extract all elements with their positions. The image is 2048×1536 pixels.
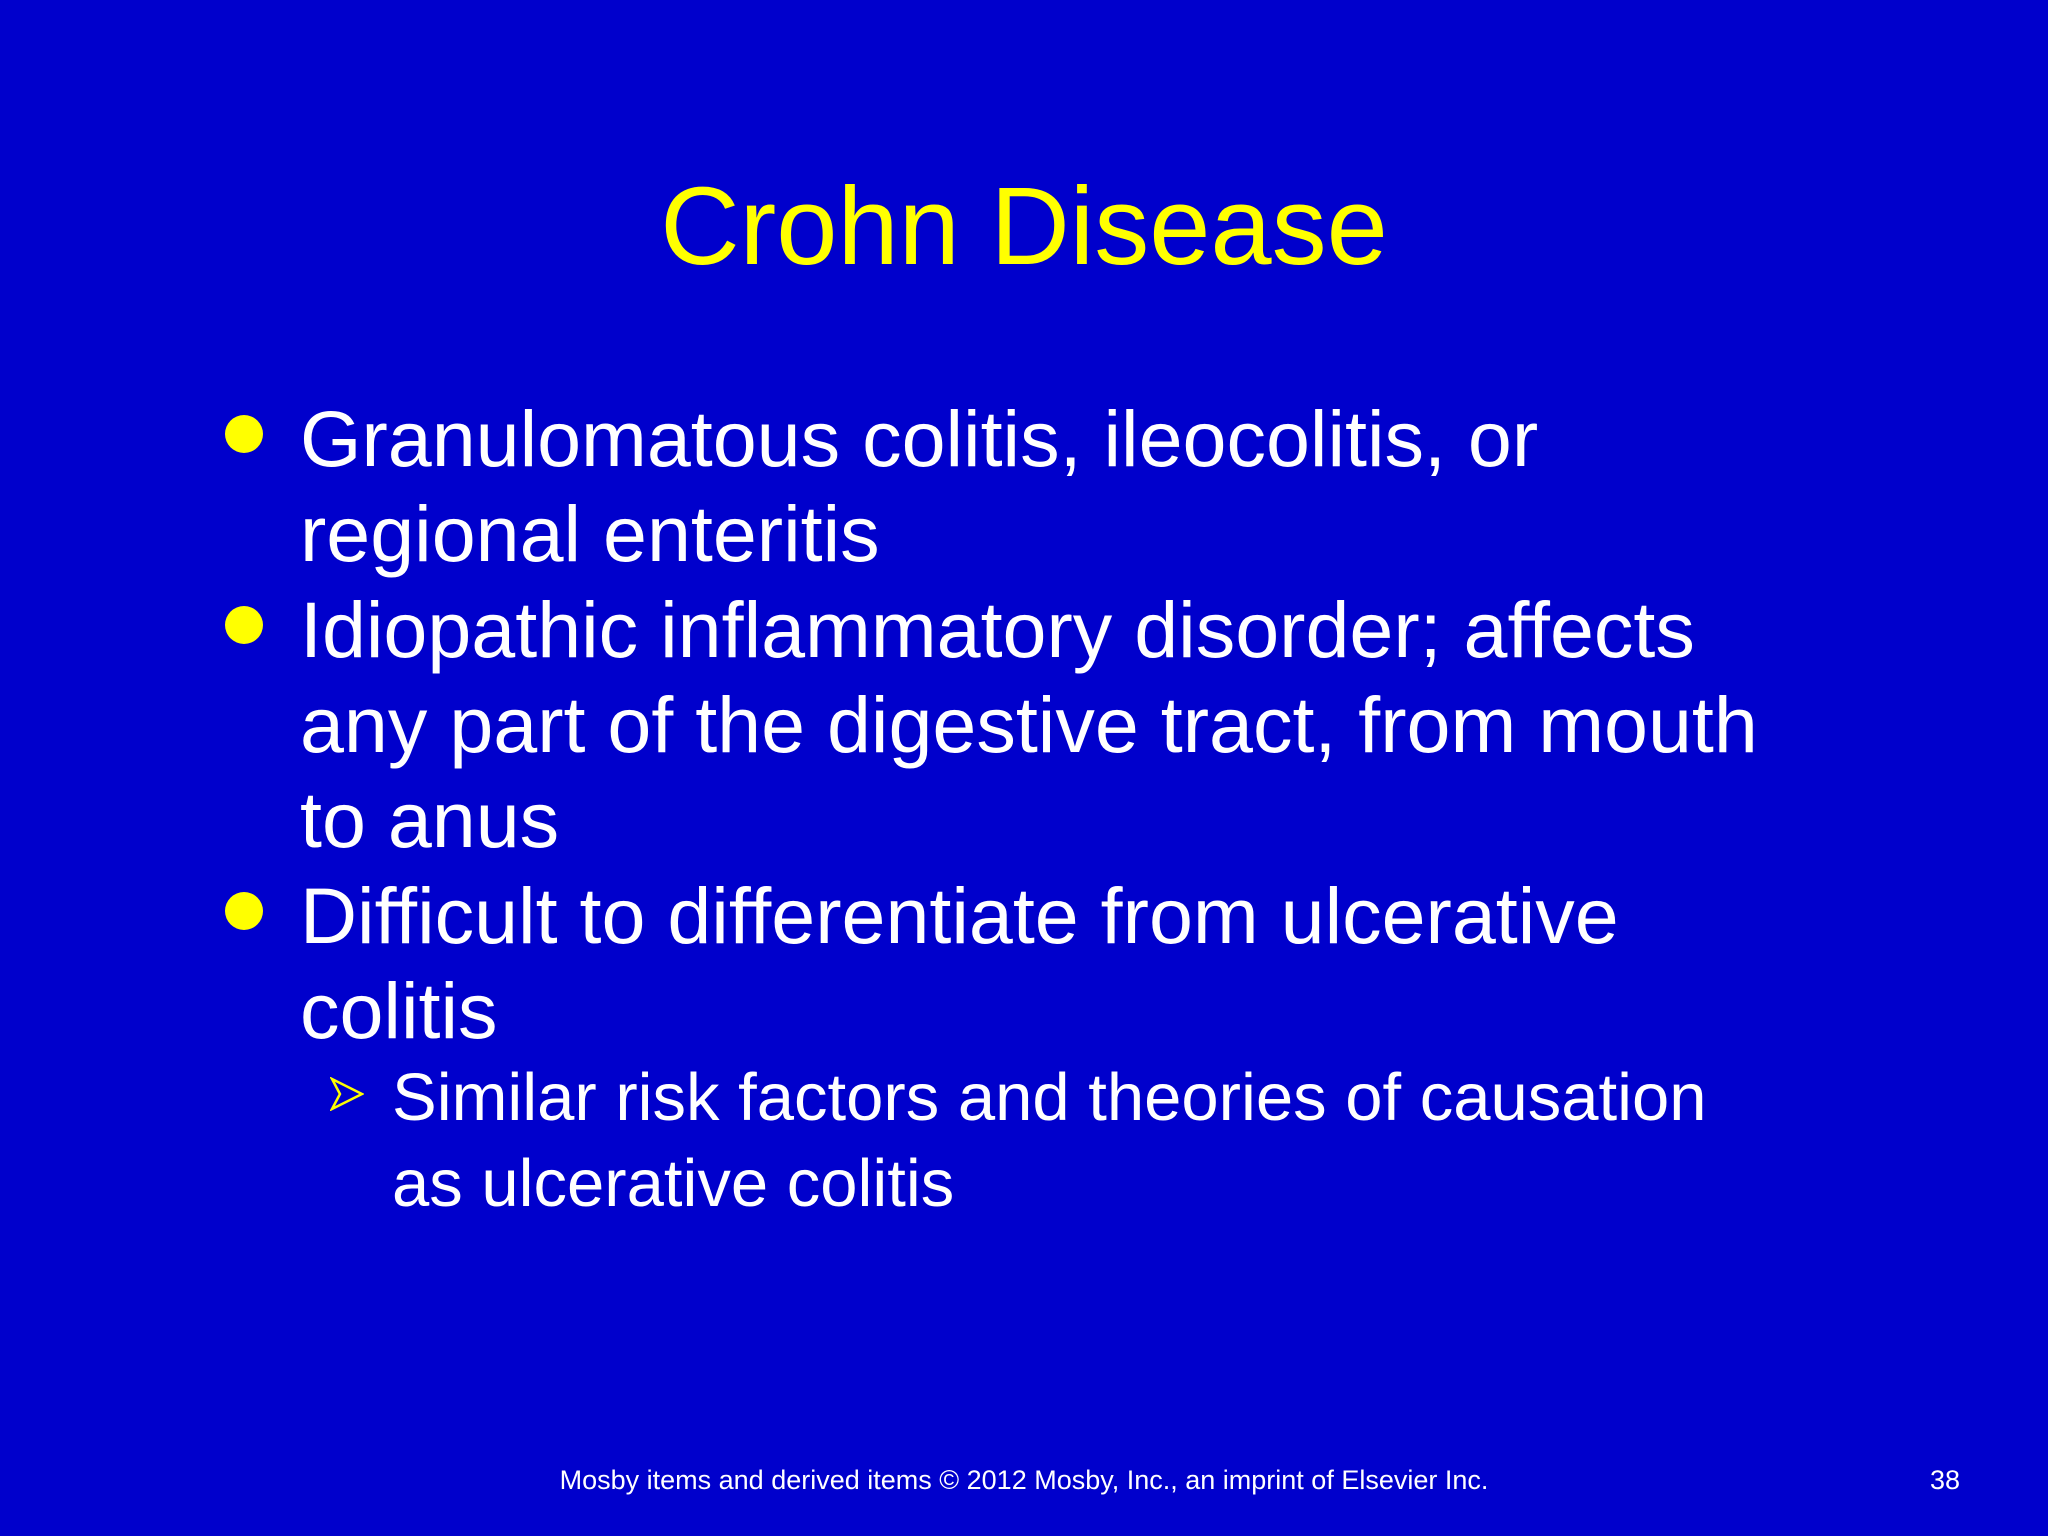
bullet-text: Difficult to differentiate from ulcerative colitis [300, 871, 1619, 1055]
page-number: 38 [1929, 1465, 1960, 1495]
round-bullet-icon [225, 606, 263, 644]
bullet-item [300, 391, 1820, 581]
bullet-text: Granulomatous colitis, ileocolitis, or regional enteritis [300, 394, 1539, 578]
sub-bullet-text: Similar risk factors and theories of causation as ulcerative colitis [392, 1060, 1707, 1221]
bullet-text: Idiopathic inflammatory disorder; affects any part of the digestive tract, from mouth to anus [300, 585, 1758, 864]
round-bullet-icon [225, 415, 263, 453]
round-bullet-icon [225, 892, 263, 930]
bullet-item [300, 868, 1820, 1058]
sub-bullet-item [392, 1055, 1792, 1227]
slide-title: Crohn Disease [660, 165, 1388, 288]
bullet-item [300, 582, 1820, 867]
copyright-footer: Mosby items and derived items © 2012 Mosby, Inc., an imprint of Elsevier Inc. [559, 1465, 1489, 1495]
arrowhead-bullet-icon [330, 1077, 364, 1111]
